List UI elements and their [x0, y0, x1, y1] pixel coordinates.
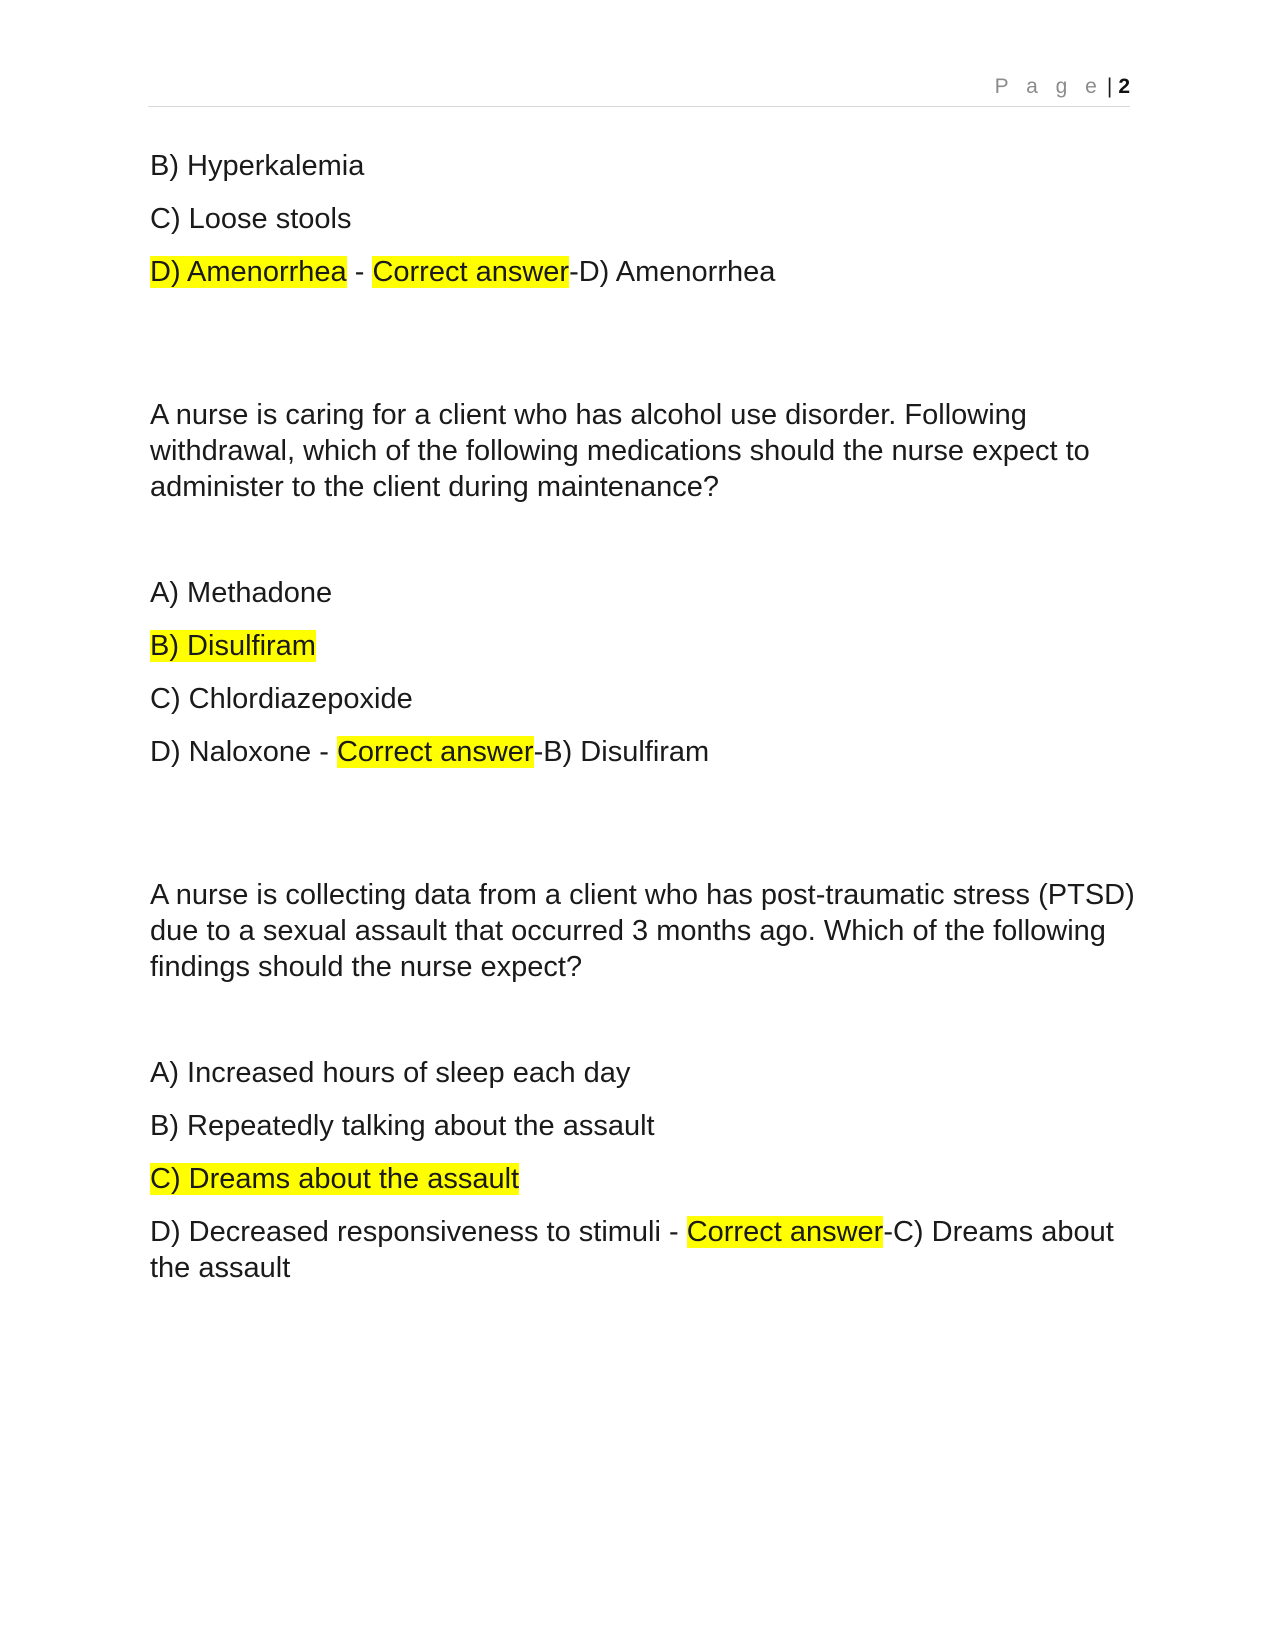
q3-answer-label: Correct answer	[686, 1216, 884, 1248]
q3-option-b: B) Repeatedly talking about the assault	[150, 1110, 655, 1142]
q2-question: A nurse is caring for a client who has alcohol use disorder. Following withdrawal, which of the following medications should the nurse expect to administer to the client during maintenance?	[150, 399, 1090, 503]
q2-option-b	[150, 628, 1135, 664]
q2-option-b-highlight: B) Disulfiram	[150, 630, 316, 662]
q2-option-c: C) Chlordiazepoxide	[150, 683, 413, 715]
page-number: 2	[1118, 75, 1130, 98]
q3-option-c	[150, 1161, 1135, 1197]
q2-answer-value: -B) Disulfiram	[533, 736, 710, 768]
q3-option-a: A) Increased hours of sleep each day	[150, 1057, 631, 1089]
q1-option-b: B) Hyperkalemia	[150, 150, 365, 182]
q2-answer-label: Correct answer	[336, 736, 534, 768]
q1-answer-value: -D) Amenorrhea	[569, 256, 776, 288]
q1-answer-label: Correct answer	[372, 256, 570, 288]
q2-option-d	[150, 734, 1135, 770]
page-separator: |	[1106, 75, 1113, 98]
q3-answer-value: -C) Dreams about the assault	[150, 1216, 1114, 1284]
q3-option-d	[150, 1214, 1135, 1286]
q3-option-d-text: D) Decreased responsiveness to stimuli -	[150, 1216, 687, 1248]
q3-question: A nurse is collecting data from a client who has post-traumatic stress (PTSD) due to a sexual assault that occurred 3 months ago. Which of the following findings should the nurse expect?	[150, 879, 1135, 983]
q1-dash: -	[346, 256, 373, 288]
q3-option-c-highlight: C) Dreams about the assault	[150, 1163, 520, 1195]
q2-option-a: A) Methadone	[150, 577, 333, 609]
q1-option-d	[150, 254, 1135, 290]
q2-option-d-text: D) Naloxone -	[150, 736, 337, 768]
q1-option-d-highlight: D) Amenorrhea	[150, 256, 347, 288]
q1-option-c: C) Loose stools	[150, 203, 352, 235]
document-body	[150, 148, 1135, 1286]
page-label	[995, 76, 1130, 97]
page-word: P a g e	[994, 75, 1103, 98]
page-header	[148, 72, 1130, 107]
